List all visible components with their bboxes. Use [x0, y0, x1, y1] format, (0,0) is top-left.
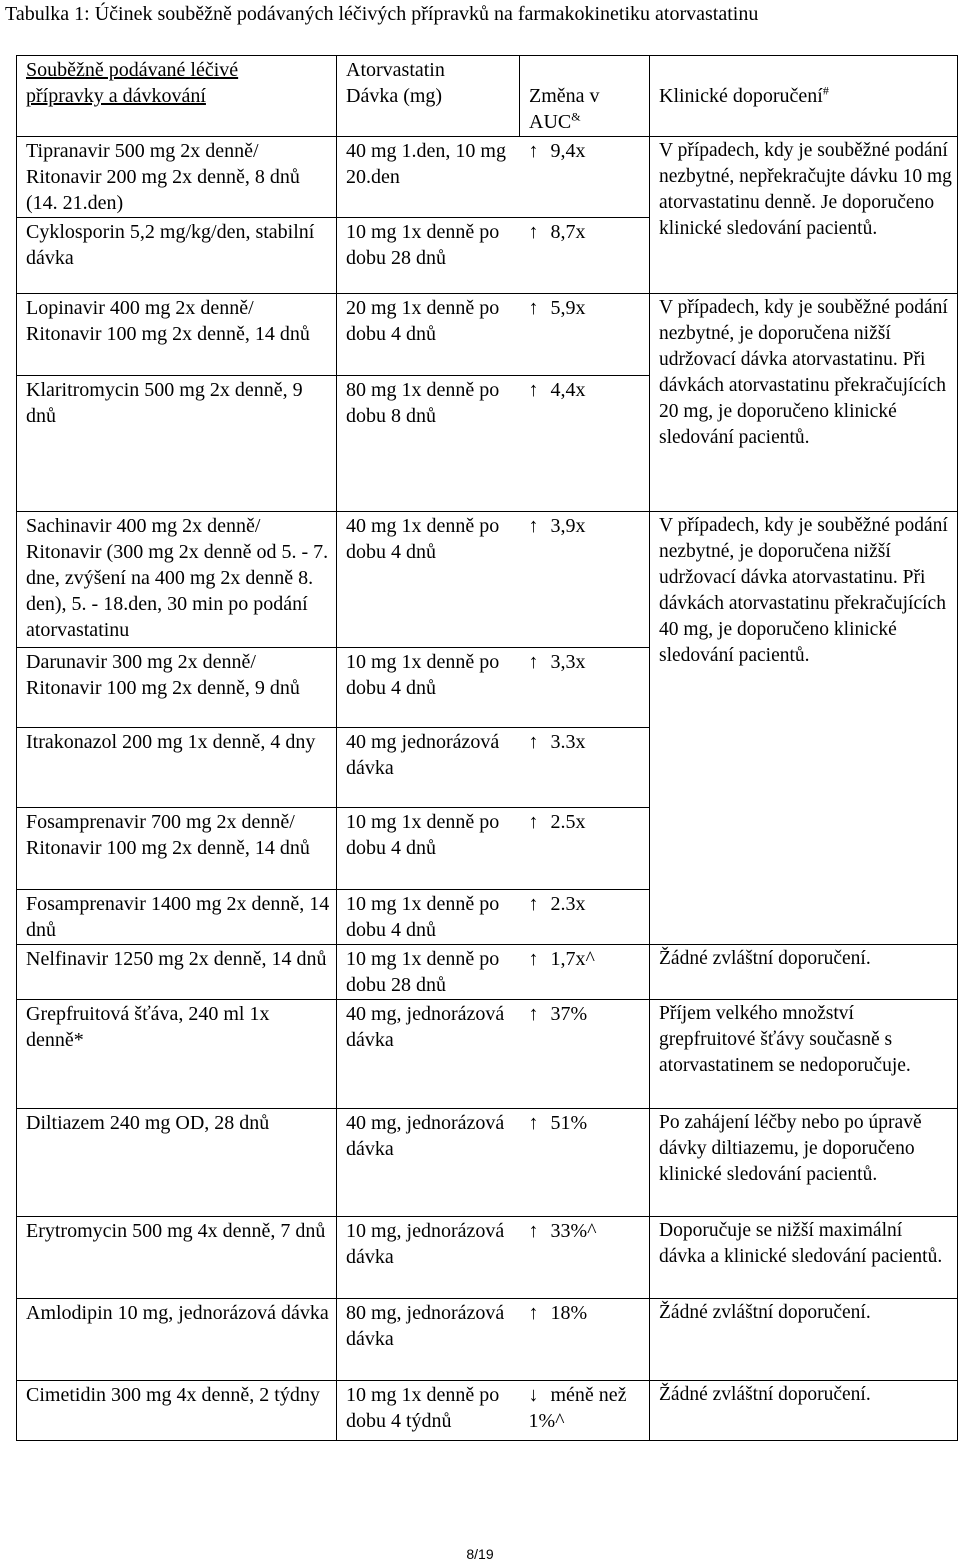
auc-change-cell [520, 512, 650, 648]
recommendation-cell: Žádné zvláštní doporučení. [650, 1299, 958, 1381]
auc-change-cell [520, 294, 650, 376]
drug-cell: Klaritromycin 500 mg 2x denně, 9 dnů [17, 376, 337, 512]
recommendation-cell: V případech, kdy je souběžné podání nezbytné, nepřekračujte dávku 10 mg atorvastatinu denně. Je doporučeno klinické sledování pacientů. [650, 137, 958, 294]
recommendation-cell: V případech, kdy je souběžné podání nezbytné, je doporučena nižší udržovací dávka atorvastatinu. Při dávkách atorvastatinu překračujících 40 mg, je doporučeno klinické sledování pacientů. [650, 512, 958, 945]
recommendation-cell: Doporučuje se nižší maximální dávka a klinické sledování pacientů. [650, 1217, 958, 1299]
drug-cell: Fosamprenavir 1400 mg 2x denně, 14 dnů [17, 890, 337, 945]
table-row [17, 945, 958, 1000]
header-change-label: Změna v AUC [529, 85, 600, 133]
recommendation-cell: V případech, kdy je souběžné podání nezbytné, je doporučena nižší udržovací dávka atorvastatinu. Při dávkách atorvastatinu překračujících 20 mg, je doporučeno klinické sledování pacientů. [650, 294, 958, 512]
drug-cell: Fosamprenavir 700 mg 2x denně/ Ritonavir 100 mg 2x denně, 14 dnů [17, 808, 337, 890]
drug-cell: Lopinavir 400 mg 2x denně/ Ritonavir 100 mg 2x denně, 14 dnů [17, 294, 337, 376]
arrow-up-icon: ↑ [528, 893, 539, 915]
auc-change-value: 18% [550, 1302, 588, 1324]
auc-change-value: 3,9x [550, 515, 586, 537]
arrow-up-icon: ↑ [528, 379, 539, 401]
dose-cell: 40 mg 1x denně po dobu 4 dnů [337, 512, 520, 648]
dose-cell: 10 mg 1x denně po dobu 28 dnů [337, 218, 520, 294]
drug-cell: Nelfinavir 1250 mg 2x denně, 14 dnů [17, 945, 337, 1000]
dose-cell: 10 mg 1x denně po dobu 4 dnů [337, 808, 520, 890]
header-recommendation [650, 56, 958, 137]
drug-cell: Grepfruitová šťáva, 240 ml 1x denně* [17, 1000, 337, 1109]
auc-change-cell [520, 1217, 650, 1299]
auc-change-value: 4,4x [550, 379, 586, 401]
dose-cell: 80 mg 1x denně po dobu 8 dnů [337, 376, 520, 512]
dose-cell: 40 mg, jednorázová dávka [337, 1109, 520, 1217]
dose-cell: 10 mg 1x denně po dobu 4 dnů [337, 890, 520, 945]
auc-change-value: méně než 1%^ [528, 1384, 627, 1432]
table-row [17, 1217, 958, 1299]
auc-change-cell [520, 945, 650, 1000]
arrow-up-icon: ↑ [528, 948, 539, 970]
arrow-up-icon: ↑ [528, 140, 539, 162]
drug-cell: Darunavir 300 mg 2x denně/ Ritonavir 100 mg 2x denně, 9 dnů [17, 648, 337, 728]
auc-change-cell [520, 218, 650, 294]
interaction-table [16, 55, 958, 1441]
dose-cell: 10 mg 1x denně po dobu 28 dnů [337, 945, 520, 1000]
header-atorvastatin-label: Atorvastatin [346, 59, 445, 81]
dose-cell: 40 mg 1.den, 10 mg 20.den [337, 137, 520, 218]
header-drug [17, 56, 337, 137]
arrow-up-icon: ↑ [528, 811, 539, 833]
dose-cell: 40 mg, jednorázová dávka [337, 1000, 520, 1109]
header-recommendation-label: Klinické doporučení [659, 85, 823, 107]
table-row [17, 1109, 958, 1217]
auc-change-cell [520, 1299, 650, 1381]
arrow-up-icon: ↑ [528, 1302, 539, 1324]
arrow-up-icon: ↑ [528, 297, 539, 319]
table-caption: Tabulka 1: Účinek souběžně podávaných léčivých přípravků na farmakokinetiku atorvastatinu [5, 3, 759, 25]
auc-change-value: 37% [550, 1003, 588, 1025]
arrow-up-icon: ↑ [528, 515, 539, 537]
auc-change-cell [520, 648, 650, 728]
arrow-up-icon: ↑ [528, 1220, 539, 1242]
drug-cell: Amlodipin 10 mg, jednorázová dávka [17, 1299, 337, 1381]
auc-change-value: 9,4x [550, 140, 586, 162]
header-drug-line1: Souběžně podávané léčivé [26, 59, 239, 81]
auc-change-cell [520, 808, 650, 890]
auc-change-cell [520, 890, 650, 945]
table-row [17, 1381, 958, 1441]
auc-change-cell [520, 376, 650, 512]
drug-cell: Sachinavir 400 mg 2x denně/ Ritonavir (300 mg 2x denně od 5. - 7. dne, zvýšení na 400 mg 2x denně 8. den), 5. - 18.den, 30 min po podání atorvastatinu [17, 512, 337, 648]
table-row [17, 137, 958, 218]
dose-cell: 20 mg 1x denně po dobu 4 dnů [337, 294, 520, 376]
auc-change-value: 5,9x [550, 297, 586, 319]
auc-change-value: 51% [550, 1112, 588, 1134]
auc-change-value: 8,7x [550, 221, 586, 243]
header-recommendation-sup: # [822, 83, 829, 98]
recommendation-cell: Žádné zvláštní doporučení. [650, 1381, 958, 1441]
arrow-down-icon: ↓ [528, 1384, 539, 1406]
auc-change-cell [520, 1000, 650, 1109]
auc-change-value: 33%^ [550, 1220, 597, 1242]
dose-cell: 10 mg 1x denně po dobu 4 týdnů [337, 1381, 520, 1441]
auc-change-cell [520, 137, 650, 218]
table-row [17, 294, 958, 376]
drug-cell: Itrakonazol 200 mg 1x denně, 4 dny [17, 728, 337, 808]
drug-cell: Cimetidin 300 mg 4x denně, 2 týdny [17, 1381, 337, 1441]
auc-change-cell [520, 728, 650, 808]
drug-cell: Tipranavir 500 mg 2x denně/ Ritonavir 200 mg 2x denně, 8 dnů (14. 21.den) [17, 137, 337, 218]
header-change [520, 56, 650, 137]
header-dose-label: Dávka (mg) [346, 85, 443, 107]
table-row [17, 1000, 958, 1109]
recommendation-cell: Příjem velkého množství grepfruitové šťávy současně s atorvastatinem se nedoporučuje. [650, 1000, 958, 1109]
arrow-up-icon: ↑ [528, 1003, 539, 1025]
auc-change-value: 3.3x [550, 731, 586, 753]
table-row [17, 1299, 958, 1381]
auc-change-value: 2.3x [550, 893, 586, 915]
recommendation-cell: Po zahájení léčby nebo po úpravě dávky diltiazemu, je doporučeno klinické sledování pacientů. [650, 1109, 958, 1217]
auc-change-cell [520, 1109, 650, 1217]
recommendation-cell: Žádné zvláštní doporučení. [650, 945, 958, 1000]
dose-cell: 10 mg 1x denně po dobu 4 dnů [337, 648, 520, 728]
dose-cell: 80 mg, jednorázová dávka [337, 1299, 520, 1381]
header-atorvastatin [337, 56, 520, 137]
drug-cell: Erytromycin 500 mg 4x denně, 7 dnů [17, 1217, 337, 1299]
drug-cell: Diltiazem 240 mg OD, 28 dnů [17, 1109, 337, 1217]
dose-cell: 10 mg, jednorázová dávka [337, 1217, 520, 1299]
page-number: 8/19 [466, 1546, 494, 1562]
auc-change-value: 2.5x [550, 811, 586, 833]
header-drug-line2: přípravky a dávkování [26, 85, 206, 107]
arrow-up-icon: ↑ [528, 731, 539, 753]
table-row [17, 512, 958, 648]
auc-change-value: 3,3x [550, 651, 586, 673]
dose-cell: 40 mg jednorázová dávka [337, 728, 520, 808]
arrow-up-icon: ↑ [528, 221, 539, 243]
table-header-row [17, 56, 958, 137]
auc-change-value: 1,7x^ [550, 948, 595, 970]
arrow-up-icon: ↑ [528, 1112, 539, 1134]
arrow-up-icon: ↑ [528, 651, 539, 673]
header-change-sup: & [571, 109, 581, 124]
auc-change-cell [520, 1381, 650, 1441]
drug-cell: Cyklosporin 5,2 mg/kg/den, stabilní dávka [17, 218, 337, 294]
